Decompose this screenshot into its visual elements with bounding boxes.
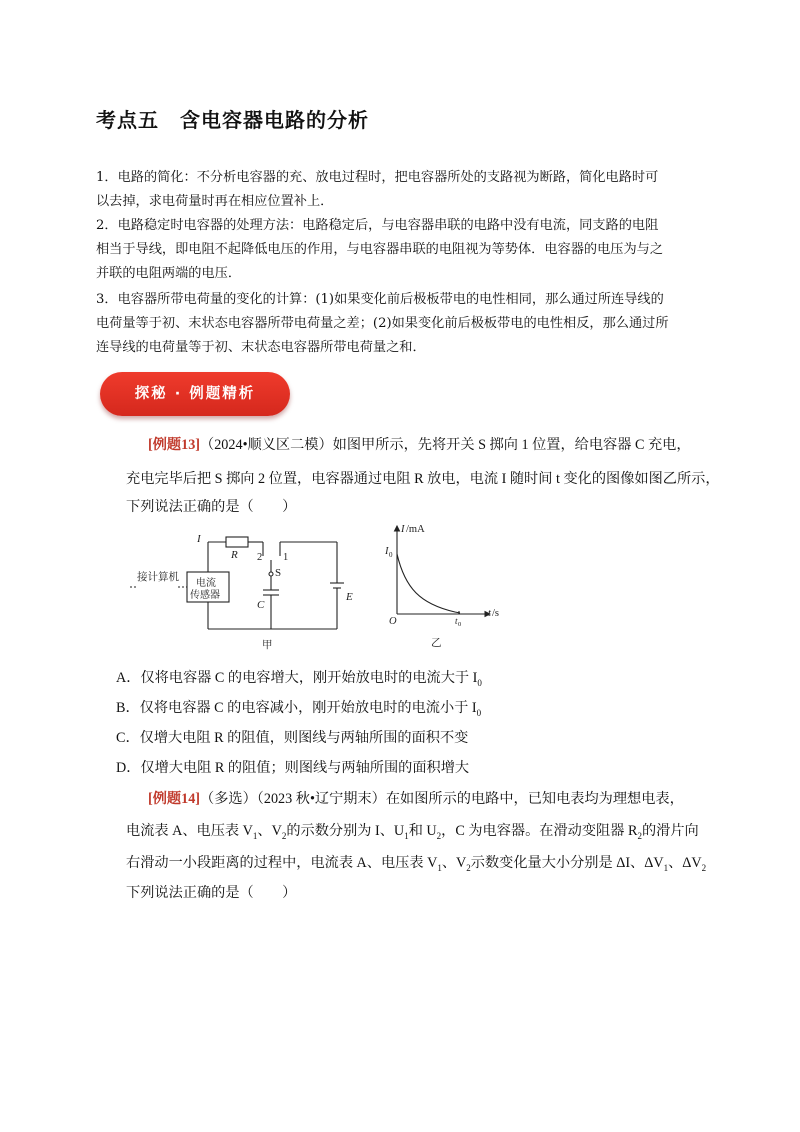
label-to-computer: 接计算机 [137, 572, 179, 583]
option-a[interactable] [116, 667, 482, 688]
ex14-l2-sub1: 1 [252, 830, 258, 841]
example-14-stem-1: （多选）（2023 秋•辽宁期末）在如图所示的电路中，已知电表均为理想电表， [200, 791, 684, 807]
ex14-l3b: 、V [441, 855, 467, 871]
option-d-text: D．仅增大电阻 R 的阻值；则图线与两轴所围的面积增大 [116, 760, 470, 776]
i0-label: I [385, 546, 389, 557]
ex14-l2a: 电流表 A、电压表 V [126, 823, 253, 839]
point-2-line-3: 并联的电阻两端的电压． [96, 266, 242, 281]
option-c-text: C．仅增大电阻 R 的阻值，则图线与两轴所围的面积不变 [116, 730, 469, 746]
example-13-line-2: 充电完毕后把 S 掷向 2 位置，电容器通过电阻 R 放电，电流 I 随时间 t 变化的图像如图乙所示， [126, 471, 720, 487]
example-14-tag: [例题14] [148, 791, 201, 807]
ex14-l3-sub4: 2 [701, 862, 707, 873]
label-C: C [257, 599, 265, 611]
t0-sub: 0 [458, 621, 462, 628]
ex14-l2b: 、V [257, 823, 282, 839]
ex14-l3-sub2: 2 [466, 862, 471, 873]
example-13-stem-1: （2024•顺义区二模）如图甲所示，先将开关 S 掷向 1 位置，给电容器 C 充电， [200, 437, 691, 453]
ex14-l3d: 、ΔV [668, 855, 702, 871]
example-14-line-1 [148, 784, 728, 814]
point-1-line-1: 1．电路的简化：不分析电容器的充、放电过程时，把电容器所处的支路视为断路，简化电路时可 [96, 170, 659, 185]
label-sensor-1: 电流 [196, 578, 216, 589]
i0-sub: 0 [389, 551, 393, 559]
discharge-curve [397, 554, 460, 613]
t0-label: t [455, 616, 458, 626]
ex14-l2-sub3: 1 [404, 830, 409, 841]
ex14-l2e: ，C 为电容器。在滑动变阻器 R [441, 823, 638, 839]
option-b-sub: 0 [476, 707, 482, 718]
origin-label: O [389, 616, 397, 627]
example-13-tag: [例题13] [148, 437, 201, 453]
y-label-i: I [401, 524, 405, 535]
ex14-l3a: 右滑动一小段距离的过程中，电流表 A、电压表 V [126, 855, 438, 871]
option-b[interactable] [116, 697, 481, 718]
point-1-line-2: 以去掉，求电荷量时再在相应位置补上． [96, 194, 334, 209]
ex14-l2d: 和 U [408, 823, 437, 839]
ex14-l2-sub2: 2 [281, 830, 287, 841]
y-label-unit: /mA [406, 524, 425, 535]
option-a-text: A．仅将电容器 C 的电容增大，刚开始放电时的电流大于 I [116, 670, 478, 686]
caption-jia: 甲 [262, 640, 273, 651]
point-3-line-1: 3．电容器所带电荷量的变化的计算：(1)如果变化前后极板带电的电性相同，那么通过所连导线的 [96, 292, 664, 307]
point-3 [96, 288, 716, 360]
label-R: R [231, 549, 238, 561]
example-banner [100, 372, 290, 416]
point-3-line-3: 连导线的电荷量等于初、末状态电容器所带电荷量之和． [96, 340, 426, 355]
label-I: I [197, 533, 201, 545]
ex14-l2-sub4: 2 [436, 830, 442, 841]
point-2 [96, 214, 716, 286]
ex14-l3c: 示数变化量大小分别是 ΔI、ΔV [470, 855, 664, 871]
ex14-l3-sub3: 1 [663, 862, 669, 873]
switch-pivot [269, 572, 273, 576]
option-a-sub: 0 [477, 677, 482, 688]
point-2-line-1: 2．电路稳定时电容器的处理方法：电路稳定后，与电容器串联的电路中没有电流，同支路的电阻 [96, 218, 659, 233]
option-c[interactable] [116, 727, 468, 747]
x-label-unit: /s [492, 608, 500, 619]
point-2-line-2: 相当于导线，即电阻不起降低电压的作用，与电容器串联的电阻视为等势体．电容器的电压为与之 [96, 242, 664, 257]
banner-label: 探秘 · 例题精析 [134, 386, 256, 402]
section-title: 考点五 含电容器电路的分析 [96, 108, 369, 132]
ex14-l3-sub1: 1 [437, 862, 442, 873]
x-label-t: t [488, 608, 491, 619]
ex14-l2-sub5: 2 [637, 830, 642, 841]
example-14-line-2 [126, 816, 746, 851]
point-3-line-2: 电荷量等于初、末状态电容器所带电荷量之差；(2)如果变化前后极板带电的电性相反，那么通过所 [96, 316, 669, 331]
label-sensor-2: 传感器 [190, 590, 220, 601]
current-time-graph [375, 518, 525, 658]
label-contact-2: 2 [257, 552, 263, 563]
example-14-line-4: 下列说法正确的是（ ） [126, 885, 297, 901]
option-d[interactable] [116, 757, 469, 777]
example-13-line-3: 下列说法正确的是（ ） [126, 499, 297, 515]
caption-yi: 乙 [431, 638, 442, 649]
ex14-l2f: 的滑片向 [641, 823, 699, 839]
ex14-l2c: 的示数分别为 I、U [286, 823, 405, 839]
circuit-diagram [130, 530, 370, 655]
label-contact-1: 1 [283, 552, 289, 563]
point-1 [96, 166, 716, 214]
example-13-line-1 [148, 430, 728, 460]
label-E: E [346, 591, 353, 603]
label-S: S [275, 567, 282, 579]
resistor-symbol [226, 537, 248, 547]
option-b-text: B．仅将电容器 C 的电容减小，刚开始放电时的电流小于 I [116, 700, 477, 716]
